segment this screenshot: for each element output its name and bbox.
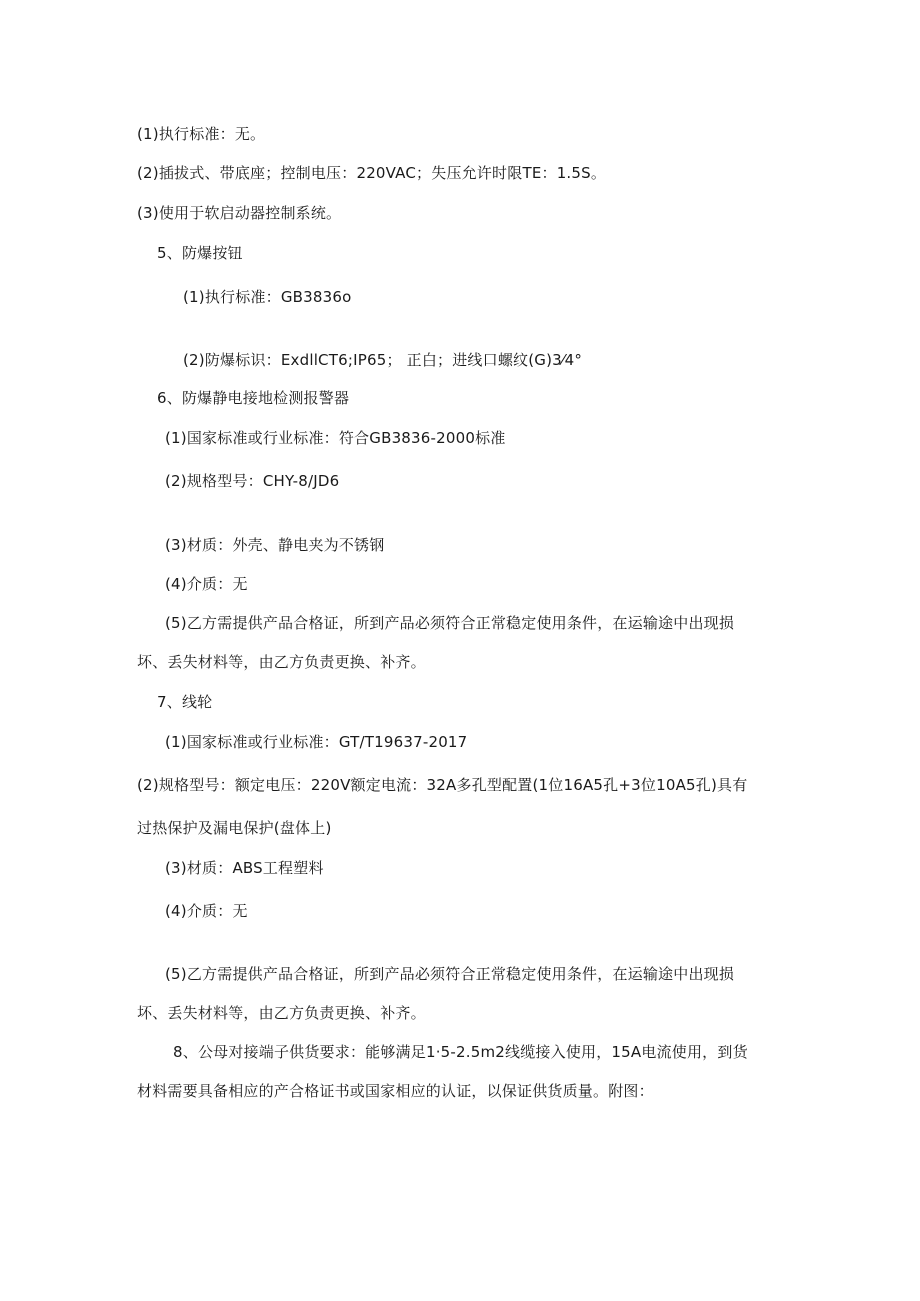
text-line: (5)乙方需提供产品合格证，所到产品必须符合正常稳定使用条件，在运输途中出现损	[165, 965, 735, 983]
text-line: 材料需要具备相应的产合格证书或国家相应的认证，以保证供货质量。附图：	[137, 1082, 654, 1100]
text-line: 坏、丢失材料等，由乙方负责更换、补齐。	[137, 1004, 426, 1022]
section-heading: 7、线轮	[157, 693, 213, 711]
text-line: (2)防爆标识：ExdllCT6;IP65； 正白；进线口螺纹(G)3⁄4°	[183, 351, 583, 369]
text-line: (1)执行标准：无。	[137, 125, 266, 143]
text-line: (2)规格型号：额定电压：220V额定电流：32A多孔型配置(1位16A5孔+3位10A5孔)具有	[137, 776, 748, 794]
text-line: (5)乙方需提供产品合格证，所到产品必须符合正常稳定使用条件，在运输途中出现损	[165, 614, 735, 632]
text-line: (4)介质：无	[165, 902, 248, 920]
text-line: (2)插拔式、带底座；控制电压：220VAC；失压允许时限TE：1.5S。	[137, 164, 607, 182]
text-line: 过热保护及漏电保护(盘体上)	[137, 819, 332, 837]
text-line: 坏、丢失材料等，由乙方负责更换、补齐。	[137, 653, 426, 671]
text-line: 8、公母对接端子供货要求：能够满足1·5-2.5m2线缆接入使用，15A电流使用，到货	[173, 1043, 748, 1061]
text-line: (1)国家标准或行业标准：GT/T19637-2017	[165, 733, 468, 751]
text-line: (1)国家标准或行业标准：符合GB3836-2000标准	[165, 429, 506, 447]
text-line: (3)材质：ABS工程塑料	[165, 859, 324, 877]
text-line: (4)介质：无	[165, 575, 248, 593]
text-line: (3)材质：外壳、静电夹为不锈钢	[165, 536, 385, 554]
section-heading: 6、防爆静电接地检测报警器	[157, 389, 350, 407]
section-heading: 5、防爆按钮	[157, 244, 243, 262]
text-line: (2)规格型号：CHY-8/JD6	[165, 472, 340, 490]
text-line: (3)使用于软启动器控制系统。	[137, 204, 342, 222]
text-line: (1)执行标准：GB3836o	[183, 288, 352, 306]
